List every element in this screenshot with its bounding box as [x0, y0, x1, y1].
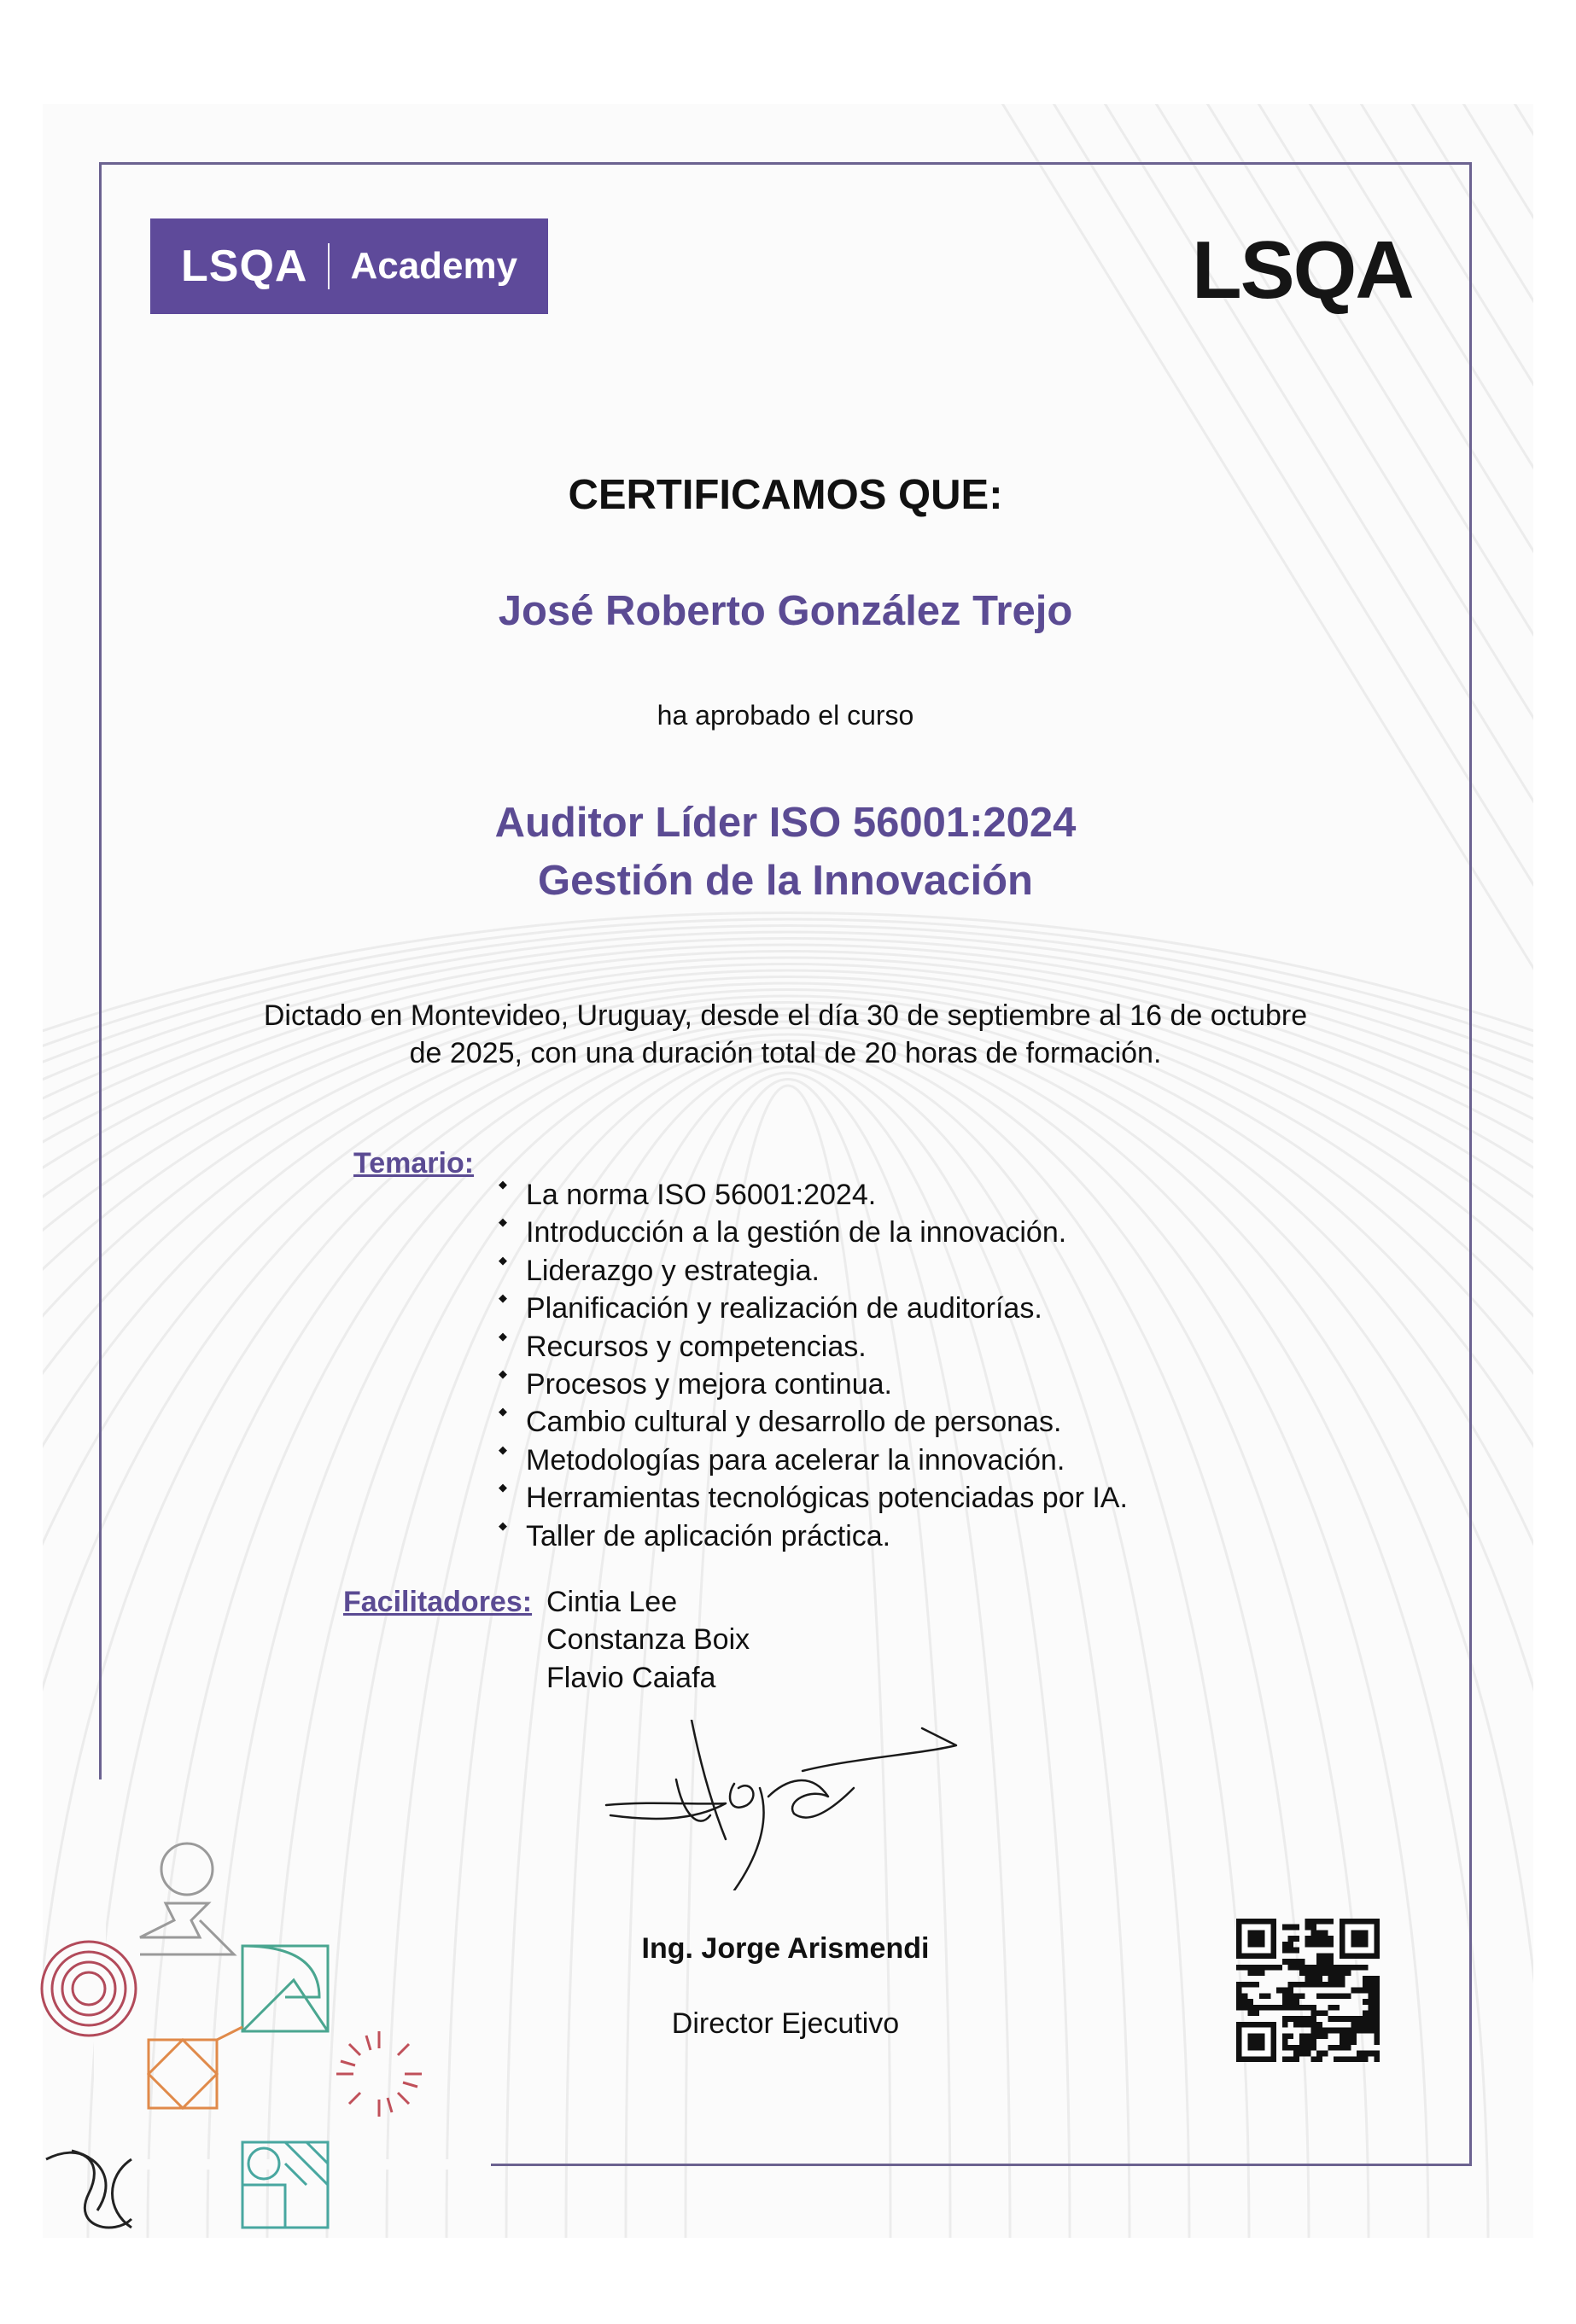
facilitators-list: [546, 1583, 750, 1697]
course-details-line2: de 2025, con una duración total de 20 horas de formación.: [409, 1037, 1162, 1069]
decorative-geometric-green: [242, 1946, 328, 2031]
topic-item: ◆ Herramientas tecnológicas potenciadas por IA.: [492, 1479, 1128, 1517]
facilitadores-label: Facilitadores:: [343, 1586, 533, 1618]
course-title: [99, 794, 1472, 910]
topic-item: ◆ Procesos y mejora continua.: [492, 1366, 1128, 1403]
facilitator-name: Flavio Caiafa: [546, 1661, 716, 1694]
decorative-geometric-orange: [149, 2027, 242, 2108]
decorative-circles: [42, 1942, 136, 2036]
academy-logo-divider: [328, 243, 330, 289]
topic-item: ◆ Cambio cultural y desarrollo de personas.: [492, 1403, 1128, 1441]
qr-code-icon: [1236, 1919, 1380, 2062]
topic-item: ◆ Planificación y realización de auditorías.: [492, 1290, 1128, 1327]
approved-text: ha aprobado el curso: [657, 700, 914, 731]
signer-role: Director Ejecutivo: [671, 2007, 900, 2040]
topic-item: ◆ Metodologías para acelerar la innovación.: [492, 1442, 1128, 1479]
academy-logo-word: Academy: [350, 245, 518, 287]
decorative-figure: [140, 1843, 234, 1954]
decorative-geometric-teal: [242, 2142, 328, 2228]
certificate-heading: CERTIFICAMOS QUE:: [568, 472, 1003, 518]
lsqa-logo: LSQA: [1192, 224, 1413, 316]
signer-name: Ing. Jorge Arismendi: [641, 1932, 930, 1965]
recipient-name: José Roberto González Trejo: [498, 588, 1073, 634]
temario-label: Temario:: [353, 1147, 475, 1179]
course-title-line2: Gestión de la Innovación: [538, 858, 1033, 904]
course-details-line1: Dictado en Montevideo, Uruguay, desde el día 30 de septiembre al 16 de octubre: [263, 999, 1308, 1032]
decorative-starburst: [336, 2031, 422, 2117]
academy-logo-brand: LSQA: [181, 242, 308, 291]
facilitator-name: Cintia Lee: [546, 1586, 678, 1618]
course-details: [99, 997, 1472, 1072]
topics-list: [492, 1176, 1128, 1555]
topic-item: ◆ Taller de aplicación práctica.: [492, 1517, 1128, 1555]
topic-item: ◆ La norma ISO 56001:2024.: [492, 1176, 1128, 1214]
topic-item: ◆ Liderazgo y estrategia.: [492, 1252, 1128, 1290]
signature: [598, 1720, 973, 1890]
topic-item: ◆ Introducción a la gestión de la innovación.: [492, 1214, 1128, 1251]
lsqa-academy-logo: [150, 218, 548, 314]
decorative-shapes: [38, 1818, 447, 2236]
facilitator-name: Constanza Boix: [546, 1623, 750, 1657]
course-title-line1: Auditor Líder ISO 56001:2024: [494, 800, 1077, 846]
decorative-curves: [46, 2151, 131, 2228]
topic-item: ◆ Recursos y competencias.: [492, 1328, 1128, 1366]
